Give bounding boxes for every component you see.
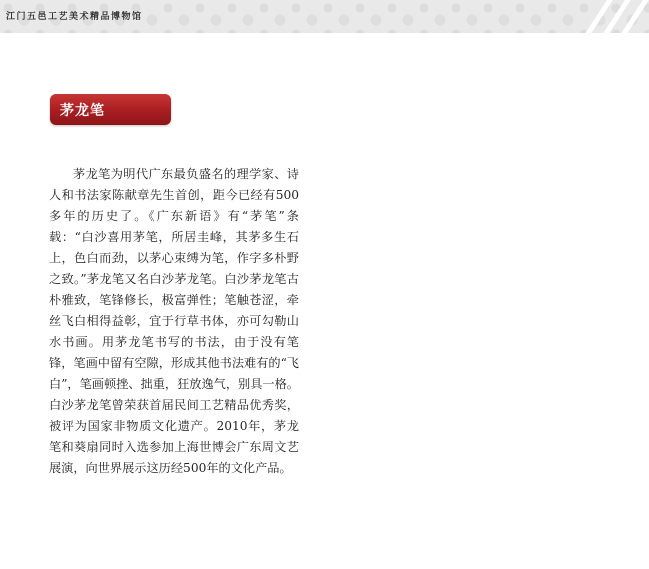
decorative-stripes <box>589 0 649 33</box>
section-title-banner <box>50 94 171 125</box>
body-paragraph: 茅龙笔为明代广东最负盛名的理学家、诗人和书法家陈献章先生首创，距今已经有500多年的历史了。《广东新语》有“茅笔”条载：“白沙喜用茅笔，所居圭峰，其茅多生石上，色白而劲，以茅心束缚为笔，作字多朴野之致。”茅龙笔又名白沙茅龙笔。白沙茅龙笔古朴雅致，笔锋修长，极富弹性；笔触苍涩，牵丝飞白相得益彰，宜于行草书体，亦可勾勒山水书画。用茅龙笔书写的书法，由于没有笔锋，笔画中留有空隙，形成其他书法难有的“飞白”，笔画顿挫、拙重，狂放逸气，别具一格。白沙茅龙笔曾荣获首届民间工艺精品优秀奖，被评为国家非物质文化遗产。2010年，茅龙笔和葵扇同时入选参加上海世博会广东周文艺展演，向世界展示这历经500年的文化产品。 <box>49 167 299 475</box>
museum-title: 江门五邑工艺美术精品博物馆 <box>6 12 143 22</box>
section-title: 茅龙笔 <box>60 103 105 119</box>
header-band <box>0 0 649 33</box>
